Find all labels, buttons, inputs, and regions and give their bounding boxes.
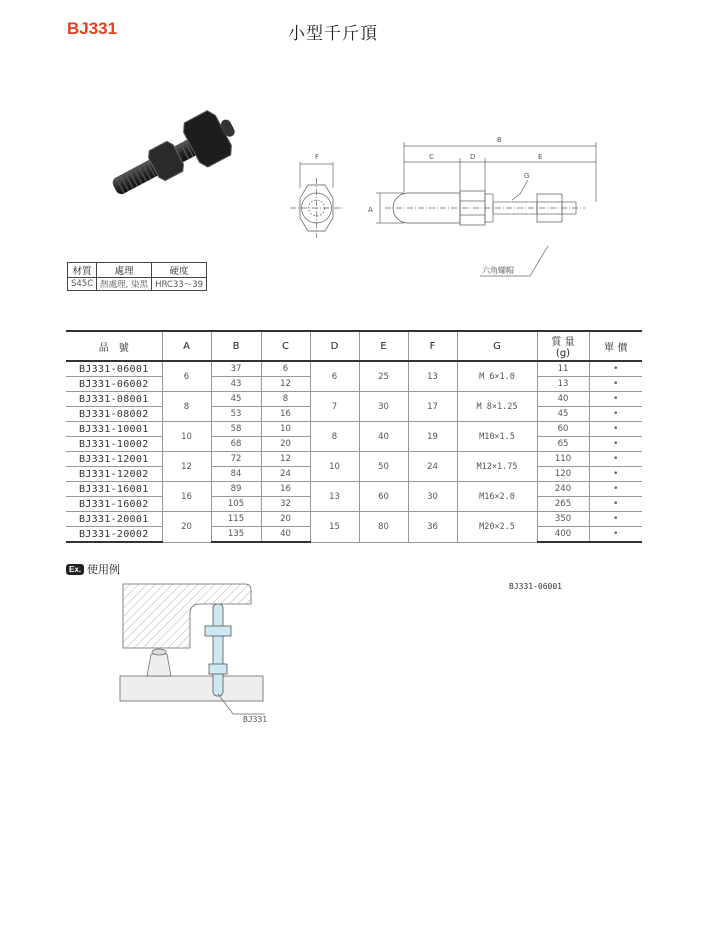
- cell-E: 50: [359, 452, 408, 482]
- cell-D: 10: [310, 452, 359, 482]
- material-spec-table: [67, 262, 207, 291]
- cell-D: 8: [310, 422, 359, 452]
- cell-B: 68: [211, 437, 261, 452]
- part-number-cell: BJ331-06001: [66, 361, 162, 377]
- usage-diagram: [115, 582, 315, 727]
- cell-price: •: [589, 527, 642, 543]
- spec-header-hardness: 硬度: [152, 263, 207, 278]
- cell-C: 6: [261, 361, 310, 377]
- part-number-cell: BJ331-08002: [66, 407, 162, 422]
- cell-C: 12: [261, 377, 310, 392]
- part-number-cell: BJ331-10001: [66, 422, 162, 437]
- cell-C: 32: [261, 497, 310, 512]
- cell-price: •: [589, 422, 642, 437]
- part-number-cell: BJ331-06002: [66, 377, 162, 392]
- part-number-cell: BJ331-20001: [66, 512, 162, 527]
- header-F: F: [408, 331, 457, 361]
- cell-C: 10: [261, 422, 310, 437]
- cell-E: 25: [359, 361, 408, 392]
- example-label: 使用例: [87, 563, 121, 576]
- cell-B: 58: [211, 422, 261, 437]
- header-B: B: [211, 331, 261, 361]
- table-row: [66, 512, 642, 527]
- header-C: C: [261, 331, 310, 361]
- cell-C: 12: [261, 452, 310, 467]
- cell-mass: 110: [537, 452, 589, 467]
- cell-mass: 13: [537, 377, 589, 392]
- cell-C: 16: [261, 482, 310, 497]
- dimension-table: [66, 330, 642, 543]
- dim-G-label: G: [524, 172, 530, 180]
- header-mass-label: 質 量: [551, 337, 575, 348]
- cell-mass: 60: [537, 422, 589, 437]
- part-number-cell: BJ331-16001: [66, 482, 162, 497]
- cell-G: M12×1.75: [457, 452, 537, 482]
- cell-A: 10: [162, 422, 211, 452]
- cell-price: •: [589, 361, 642, 377]
- part-number-cell: BJ331-10002: [66, 437, 162, 452]
- cell-mass: 350: [537, 512, 589, 527]
- dimension-drawing: [280, 128, 620, 288]
- cell-price: •: [589, 407, 642, 422]
- cell-A: 8: [162, 392, 211, 422]
- cell-mass: 400: [537, 527, 589, 543]
- cell-B: 115: [211, 512, 261, 527]
- cell-D: 7: [310, 392, 359, 422]
- cell-price: •: [589, 482, 642, 497]
- dim-C-label: C: [429, 153, 434, 161]
- table-header-row: [66, 331, 642, 361]
- spec-material: S45C: [68, 278, 97, 291]
- table-row: [66, 452, 642, 467]
- dim-E-label: E: [538, 153, 543, 161]
- cell-C: 16: [261, 407, 310, 422]
- cell-price: •: [589, 377, 642, 392]
- cell-mass: 45: [537, 407, 589, 422]
- cell-G: M10×1.5: [457, 422, 537, 452]
- spec-header-material: 材質: [68, 263, 97, 278]
- hex-nut-callout: 六角螺帽: [482, 266, 514, 275]
- cell-E: 80: [359, 512, 408, 543]
- dim-D-label: D: [470, 153, 476, 161]
- page-title: 小型千斤頂: [288, 24, 378, 44]
- cell-E: 60: [359, 482, 408, 512]
- product-code: BJ331: [67, 19, 118, 38]
- cell-A: 20: [162, 512, 211, 543]
- usage-part-label: BJ331: [243, 715, 268, 724]
- cell-price: •: [589, 497, 642, 512]
- cell-B: 105: [211, 497, 261, 512]
- spec-hardness: HRC33～39: [152, 278, 207, 291]
- cell-A: 12: [162, 452, 211, 482]
- cell-C: 20: [261, 437, 310, 452]
- dim-B-label: B: [497, 136, 502, 144]
- cell-B: 43: [211, 377, 261, 392]
- cell-mass: 120: [537, 467, 589, 482]
- cell-B: 37: [211, 361, 261, 377]
- cell-A: 6: [162, 361, 211, 392]
- part-number-cell: BJ331-12001: [66, 452, 162, 467]
- cell-mass: 240: [537, 482, 589, 497]
- header-G: G: [457, 331, 537, 361]
- table-row: [66, 361, 642, 377]
- cell-price: •: [589, 437, 642, 452]
- spec-header-treatment: 處理: [97, 263, 152, 278]
- cell-E: 30: [359, 392, 408, 422]
- usage-example-heading: [66, 561, 120, 577]
- cell-B: 89: [211, 482, 261, 497]
- example-part-note: BJ331-06001: [509, 582, 562, 591]
- cell-D: 13: [310, 482, 359, 512]
- header-mass-unit: (g): [555, 348, 571, 359]
- cell-D: 6: [310, 361, 359, 392]
- cell-F: 19: [408, 422, 457, 452]
- cell-mass: 65: [537, 437, 589, 452]
- example-badge: Ex.: [66, 564, 84, 575]
- part-number-cell: BJ331-08001: [66, 392, 162, 407]
- cell-B: 72: [211, 452, 261, 467]
- cell-G: M20×2.5: [457, 512, 537, 543]
- cell-F: 24: [408, 452, 457, 482]
- cell-C: 24: [261, 467, 310, 482]
- cell-F: 30: [408, 482, 457, 512]
- header-E: E: [359, 331, 408, 361]
- header-price: 單 價: [589, 331, 642, 361]
- product-photo: [100, 100, 250, 215]
- cell-G: M16×2.0: [457, 482, 537, 512]
- cell-C: 20: [261, 512, 310, 527]
- cell-price: •: [589, 512, 642, 527]
- part-number-cell: BJ331-20002: [66, 527, 162, 543]
- part-number-cell: BJ331-12002: [66, 467, 162, 482]
- cell-F: 36: [408, 512, 457, 543]
- cell-F: 17: [408, 392, 457, 422]
- cell-C: 8: [261, 392, 310, 407]
- spec-treatment: 熱處理, 染黑: [97, 278, 152, 291]
- cell-price: •: [589, 452, 642, 467]
- header-part-no: 品 號: [66, 331, 162, 361]
- cell-B: 135: [211, 527, 261, 543]
- cell-price: •: [589, 392, 642, 407]
- cell-C: 40: [261, 527, 310, 543]
- table-row: [66, 482, 642, 497]
- header-mass: [537, 331, 589, 361]
- cell-B: 45: [211, 392, 261, 407]
- table-row: [66, 422, 642, 437]
- part-number-cell: BJ331-16002: [66, 497, 162, 512]
- cell-mass: 265: [537, 497, 589, 512]
- cell-G: M 8×1.25: [457, 392, 537, 422]
- header-A: A: [162, 331, 211, 361]
- cell-F: 13: [408, 361, 457, 392]
- cell-mass: 11: [537, 361, 589, 377]
- cell-price: •: [589, 467, 642, 482]
- cell-D: 15: [310, 512, 359, 543]
- dim-A-label: A: [368, 206, 373, 214]
- cell-E: 40: [359, 422, 408, 452]
- cell-B: 53: [211, 407, 261, 422]
- cell-B: 84: [211, 467, 261, 482]
- cell-G: M 6×1.0: [457, 361, 537, 392]
- dim-F-label: F: [315, 153, 320, 161]
- header-D: D: [310, 331, 359, 361]
- cell-mass: 40: [537, 392, 589, 407]
- cell-A: 16: [162, 482, 211, 512]
- table-row: [66, 392, 642, 407]
